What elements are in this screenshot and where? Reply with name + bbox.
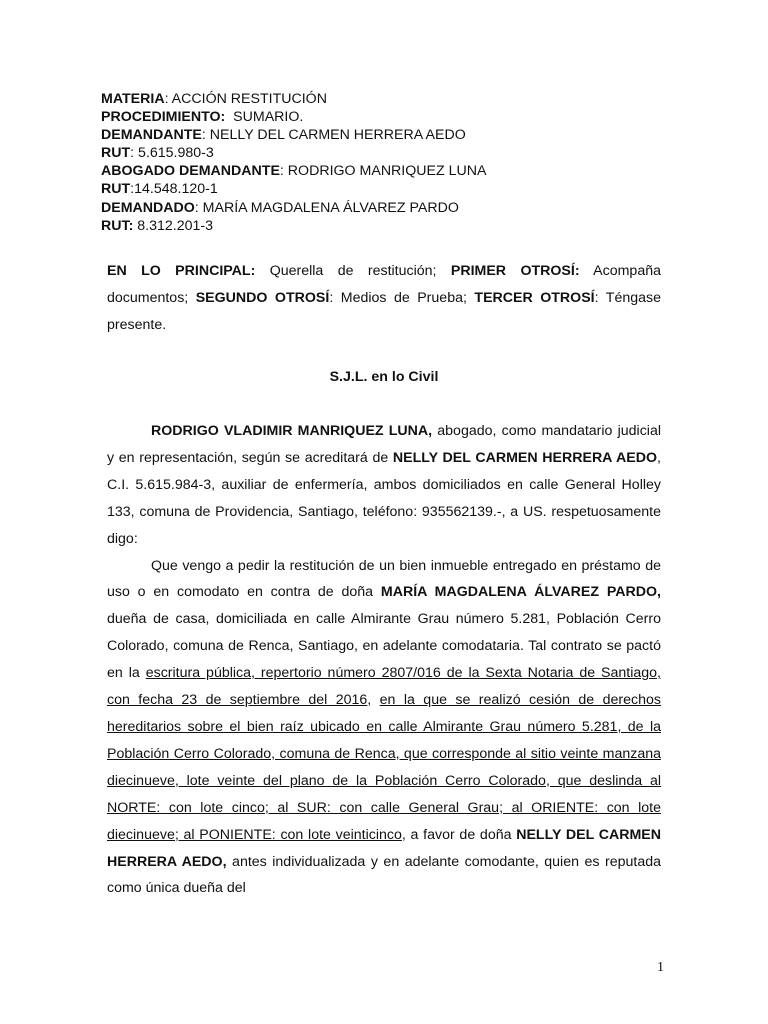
rut-abogado-line: [101, 180, 661, 198]
p1-text-a: abogado, como mandatario judicial y en representación, según se acreditará de: [107, 423, 661, 466]
rut-abogado-label: RUT: [101, 181, 131, 198]
p2-comma: ,: [367, 692, 380, 709]
defendant-name: MARÍA MAGDALENA ÁLVAREZ PARDO,: [380, 584, 661, 601]
materia-line: [101, 90, 661, 108]
case-header: [101, 90, 661, 235]
materia-label: MATERIA: [101, 91, 165, 107]
p2-text-b: dueña de casa, domiciliada en calle Almirante Grau número 5.281, Población Cerro Colorado, comuna de Renca, Santiago, en adelante comodataria. Tal contrato se pactó en la: [107, 611, 661, 682]
p1-text-b: , C.I. 5.615.984-3, auxiliar de enfermería, ambos domiciliados en calle General Holley 133, comuna de Providencia, Santiago, teléfono: 935562139.-, a US. respetuosamente digo:: [107, 449, 661, 547]
procedimiento-value: SUMARIO.: [225, 109, 304, 126]
paragraph-claim: [107, 553, 661, 903]
rut-demandante-line: [101, 144, 661, 162]
p2-text-a: Que vengo a pedir la restitución de un bien inmueble entregado en préstamo de uso o en comodato en contra de doña: [107, 557, 661, 601]
principal-text: Querella de restitución;: [255, 263, 451, 279]
rut-demandado-line: [101, 217, 661, 235]
rut-abogado-value: :14.548.120-1: [130, 181, 218, 198]
rut-demandado-value: 8.312.201-3: [133, 217, 213, 234]
demandante-value: : NELLY DEL CARMEN HERRERA AEDO: [201, 127, 466, 144]
abogado-value: : RODRIGO MANRIQUEZ LUNA: [279, 163, 487, 180]
tercer-otrosi-text: : Téngase presente.: [107, 289, 661, 333]
rut-demandado-label: RUT:: [101, 217, 134, 234]
p2-text-d: antes individualizada y en adelante comodante, quien es reputada como única dueña del: [107, 853, 661, 897]
primer-otrosi-label: PRIMER OTROSÍ:: [450, 263, 580, 279]
demandante-line: [101, 126, 661, 144]
rut-demandante-label: RUT: [101, 145, 131, 162]
p2-text-c: , a favor de doña: [401, 826, 517, 843]
court-heading: S.J.L. en lo Civil: [329, 369, 439, 385]
rut-demandante-value: : 5.615.980-3: [130, 145, 214, 162]
client-name-2: NELLY DEL CARMEN HERRERA AEDO,: [107, 826, 661, 870]
body-text: [107, 418, 661, 902]
demandado-value: : MARÍA MAGDALENA ÁLVAREZ PARDO: [194, 199, 459, 216]
property-description: en la que se realizó cesión de derechos hereditarios sobre el bien raíz ubicado en calle Almirante Grau número 5.281, de la Población Cerro Colorado, comuna de Renca, que corresponde al sitio veinte manzana diecinueve, lote veinte del plano de la Población Cerro Colorado, que deslinda al NORTE: con lote cinco; al SUR: con calle General Grau; al ORIENTE: con lote diecinueve; al PONIENTE: con lote veinticinco: [107, 692, 661, 843]
client-name: NELLY DEL CARMEN HERRERA AEDO: [392, 449, 658, 466]
abogado-line: [101, 162, 661, 180]
abogado-label: ABOGADO DEMANDANTE: [101, 163, 280, 180]
paragraph-representation: [107, 418, 661, 553]
segundo-otrosi-text: : Medios de Prueba;: [329, 289, 475, 306]
deed-reference: escritura pública, repertorio número 2807/016 de la Sexta Notaria de Santiago, con fecha 23 de septiembre del 2016: [107, 665, 661, 709]
primer-otrosi-text: Acompaña documentos;: [107, 263, 661, 306]
filing-summary: [107, 258, 661, 339]
segundo-otrosi-label: SEGUNDO OTROSÍ: [195, 289, 330, 306]
demandado-line: [101, 199, 661, 217]
materia-value: : ACCIÓN RESTITUCIÓN: [164, 91, 327, 107]
lawyer-name: RODRIGO VLADIMIR MANRIQUEZ LUNA,: [151, 423, 433, 439]
procedimiento-label: PROCEDIMIENTO:: [101, 109, 226, 126]
tercer-otrosi-label: TERCER OTROSÍ: [474, 289, 595, 306]
principal-label: EN LO PRINCIPAL:: [107, 263, 256, 279]
page-number: 1: [657, 960, 664, 975]
demandado-label: DEMANDADO: [101, 199, 195, 216]
demandante-label: DEMANDANTE: [101, 127, 202, 144]
procedimiento-line: [101, 108, 661, 126]
